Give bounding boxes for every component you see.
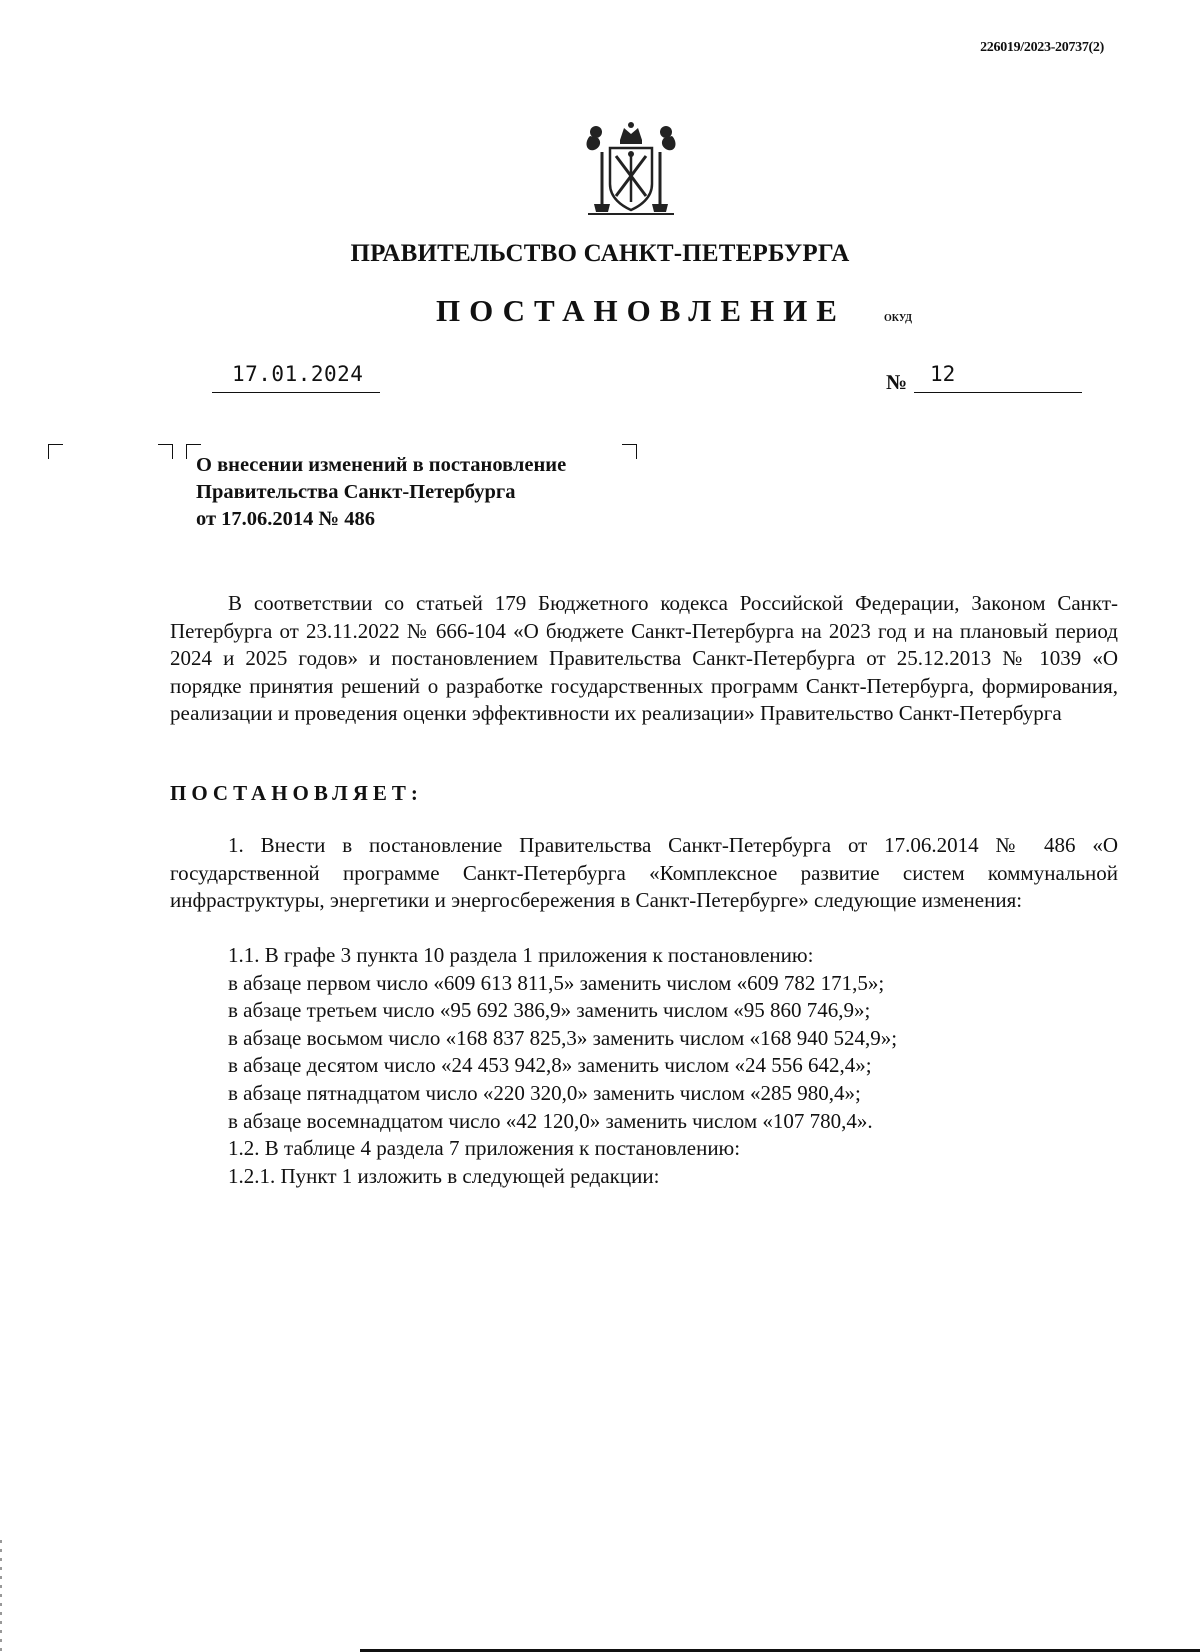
document-type: ПОСТАНОВЛЕНИЕ [436, 293, 846, 328]
list-item: в абзаце третьем число «95 692 386,9» заменить числом «95 860 746,9»; [228, 998, 871, 1023]
government-title: ПРАВИТЕЛЬСТВО САНКТ-ПЕТЕРБУРГА [350, 240, 850, 267]
list-item: 1.2. В таблице 4 раздела 7 приложения к постановлению: [228, 1136, 741, 1161]
document-date: 17.01.2024 [232, 362, 364, 386]
scan-side-edge [0, 1540, 2, 1652]
saint-petersburg-coat-of-arms-icon [580, 118, 682, 218]
resolves-heading: ПОСТАНОВЛЯЕТ: [170, 781, 423, 805]
subject-line: от 17.06.2014 № 486 [196, 508, 376, 530]
subject-corner-mark-right [622, 444, 637, 459]
list-item: в абзаце восьмом число «168 837 825,3» заменить числом «168 940 524,9»; [228, 1025, 898, 1050]
list-item: в абзаце десятом число «24 453 942,8» заменить числом «24 556 642,4»; [228, 1053, 872, 1078]
date-field [212, 362, 380, 393]
number-sign: № [886, 370, 908, 394]
number-field [914, 362, 1082, 393]
document-number: 12 [930, 362, 956, 386]
subject-line: О внесении изменений в постановление [196, 454, 567, 476]
preamble-paragraph: В соответствии со статьей 179 Бюджетного кодекса Российской Федерации, Законом Санкт-Петербурга от 23.11.2022 № 666-104 «О бюджете Санкт-Петербурга на 2023 год и на плановый период 2024 и 2025 годов» и постановлением Правительства Санкт-Петербурга от 25.12.2013 № 1039 «О порядке принятия решений о разработке государственных программ Санкт-Петербурга, формирования, реализации и проведения оценки эффективности их реализации» Правительство Санкт-Петербурга [170, 591, 1118, 726]
address-corner-mark [158, 444, 173, 459]
list-item: в абзаце первом число «609 613 811,5» заменить числом «609 782 171,5»; [228, 970, 885, 995]
subject-line: Правительства Санкт-Петербурга [196, 481, 516, 503]
okud-label: ОКУД [884, 313, 913, 324]
list-item: 1.1. В графе 3 пункта 10 раздела 1 приложения к постановлению: [228, 943, 814, 967]
list-item: в абзаце восемнадцатом число «42 120,0» заменить числом «107 780,4». [228, 1108, 873, 1133]
left-margin-corner-mark [48, 444, 63, 459]
list-item: 1.2.1. Пункт 1 изложить в следующей редакции: [228, 1163, 660, 1188]
document-subject [196, 452, 566, 533]
registration-number: 226019/2023-20737(2) [980, 40, 1104, 55]
sub-items-list [228, 942, 897, 1190]
list-item: в абзаце пятнадцатом число «220 320,0» заменить числом «285 980,4»; [228, 1080, 861, 1105]
item-1-paragraph: 1. Внести в постановление Правительства Санкт-Петербурга от 17.06.2014 № 486 «О государственной программе Санкт-Петербурга «Комплексное развитие систем коммунальной инфраструктуры, энергетики и энергосбережения в Санкт-Петербурге» следующие изменения: [170, 833, 1118, 913]
